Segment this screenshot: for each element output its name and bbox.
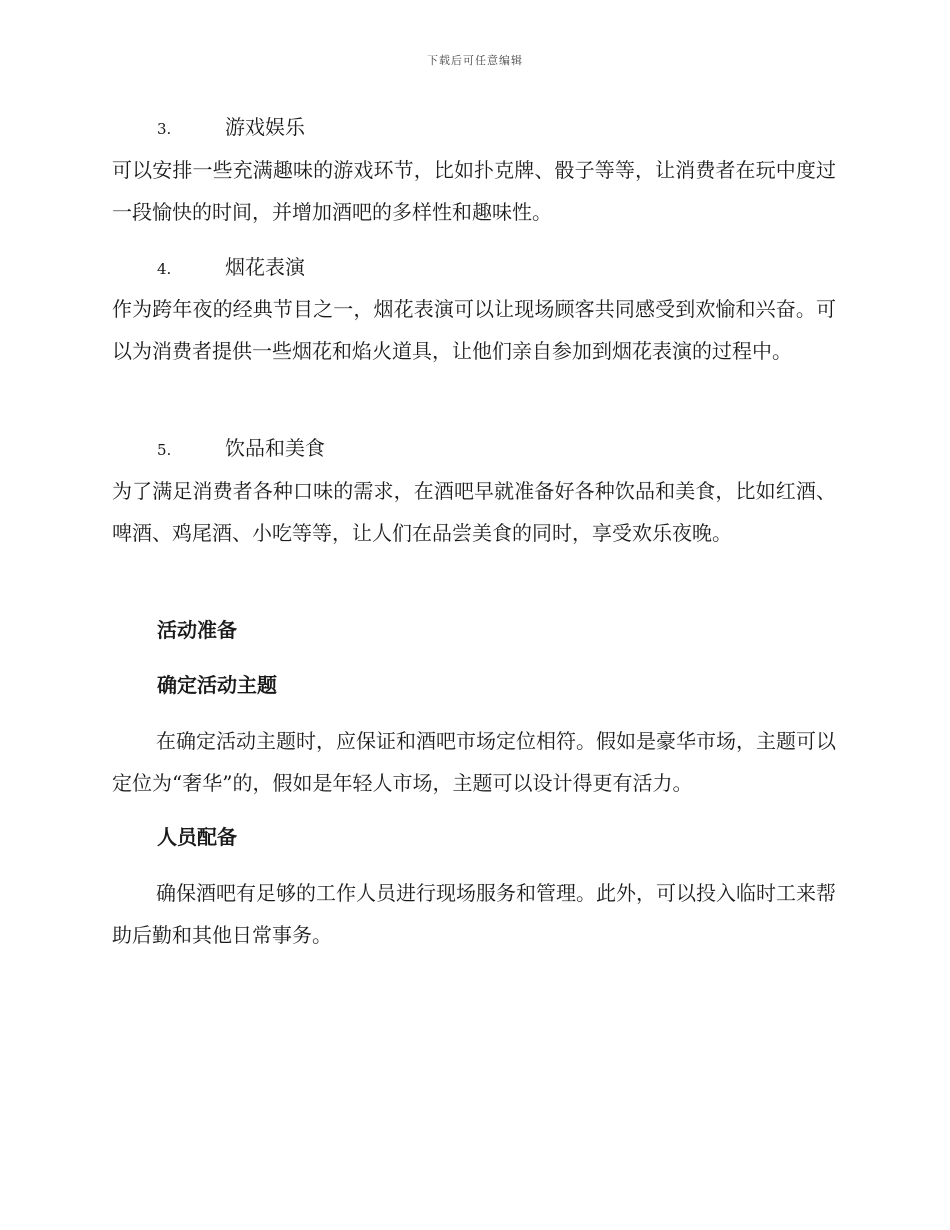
item-heading-5 (157, 433, 325, 463)
page-header-note: 下载后可任意编辑 (427, 54, 523, 67)
item-body: 作为跨年夜的经典节目之一，烟花表演可以让现场顾客共同感受到欢愉和兴奋。可以为消费者提供一些烟花和焰火道具，让他们亲自参加到烟花表演的过程中。 (112, 297, 836, 363)
item-body: 可以安排一些充满趣味的游戏环节，比如扑克牌、骰子等等，让消费者在玩中度过一段愉快的时间，并增加酒吧的多样性和趣味性。 (112, 158, 836, 224)
item-title: 游戏娱乐 (225, 115, 305, 139)
staff-paragraph: 确保酒吧有足够的工作人员进行现场服务和管理。此外，可以投入临时工来帮助后勤和其他日常事务。 (112, 881, 836, 947)
item-number: 3. (157, 120, 172, 138)
item-number: 4. (157, 260, 172, 278)
theme-paragraph: 在确定活动主题时，应保证和酒吧市场定位相符。假如是豪华市场，主题可以定位为“奢华”的，假如是年轻人市场，主题可以设计得更有活力。 (112, 729, 836, 795)
section-heading-theme: 确定活动主题 (157, 673, 277, 697)
item-body: 为了满足消费者各种口味的需求，在酒吧早就准备好各种饮品和美食，比如红酒、啤酒、鸡尾酒、小吃等等，让人们在品尝美食的同时，享受欢乐夜晚。 (112, 479, 836, 545)
item-number: 5. (157, 441, 172, 459)
item-heading-3 (157, 112, 305, 142)
section-heading-staff: 人员配备 (157, 825, 237, 849)
item-title: 饮品和美食 (225, 436, 325, 460)
item-title: 烟花表演 (225, 255, 305, 279)
item-heading-4 (157, 252, 305, 282)
section-heading-preparation: 活动准备 (157, 618, 237, 642)
